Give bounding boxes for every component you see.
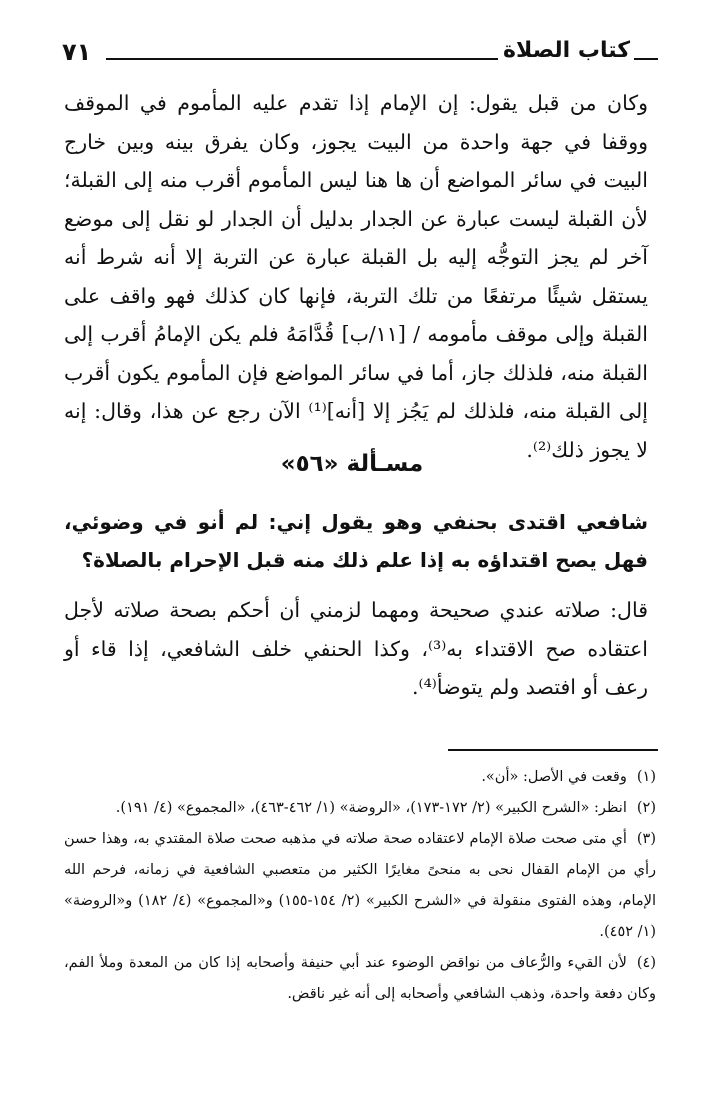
footnote-item bbox=[64, 793, 656, 824]
answer-text: قال: صلاته عندي صحيحة ومهما لزمني أن أحكم بصحة صلاته لأجل اعتقاده صح الاقتداء به⁽³⁾، وكذا الحنفي خلف الشافعي، إذا قاء أو رعف أو افتصد ولم يتوضأ⁽⁴⁾. bbox=[64, 598, 648, 699]
footnotes bbox=[64, 762, 656, 1010]
footnote-number: (٣) bbox=[636, 831, 656, 847]
footnote-text: وقعت في الأصل: «أن». bbox=[481, 769, 627, 785]
footnote-item bbox=[64, 824, 656, 948]
footnote-item bbox=[64, 762, 656, 793]
page-header bbox=[58, 34, 658, 74]
footnote-text: انظر: «الشرح الكبير» (٢/ ١٧٢-١٧٣)، «الروضة» (١/ ٤٦٢-٤٦٣)، «المجموع» (٤/ ١٩١). bbox=[115, 800, 627, 816]
footnote-text: أي متى صحت صلاة الإمام لاعتقاده صحة صلاته في مذهبه صحت صلاة المقتدي به، وهذا حسن رأي من الإمام القفال نحى به منحىً مغايرًا الكثير من متعصبي الشافعية في زمانه، فرحم الله الإمام، وهذه الفتوى منقولة في «الشرح الكبير» (٢/ ١٥٤-١٥٥) و«المجموع» (٤/ ١٨٢) و«الروضة» (١/ ٤٥٢). bbox=[64, 831, 656, 940]
main-text bbox=[64, 84, 648, 469]
footnote-separator bbox=[448, 749, 658, 751]
page-number: ٧١ bbox=[62, 38, 92, 66]
footnote-number: (١) bbox=[636, 769, 656, 785]
paragraph: وكان من قبل يقول: إن الإمام إذا تقدم عليه المأموم في الموقف ووقفا في جهة واحدة من البيت يجوز، وكان يفرق بينه وبين خارج البيت في سائر المواضع أن ها هنا ليس المأموم أقرب منه إلى القبلة؛ لأن القبلة ليست عبارة عن الجدار بدليل أن الجدار لو نقل إلى موضع آخر لم يجز التوجُّه إليه بل القبلة عبارة عن التربة إلا أنه شرط أنه يستقل شيئًا مرتفعًا من تلك التربة، فإنها كان كذلك فهو واقف على القبلة وإلى موقف مأمومه / [١١/ب] قُدَّامَهُ فلم يكن الإمامُ أقرب إلى القبلة منه، فلذلك جاز، أما في سائر المواضع فإن المأموم يكون أقرب إلى القبلة منه، فلذلك لم يَجُز إلا [أنه]⁽¹⁾ الآن رجع عن هذا، وقال: إنه لا يجوز ذلك⁽²⁾. bbox=[64, 91, 648, 462]
footnote-number: (٢) bbox=[636, 800, 656, 816]
answer-block bbox=[64, 591, 648, 707]
question-text: شافعي اقتدى بحنفي وهو يقول إني: لم أنو في وضوئي، فهل يصح اقتداؤه به إذا علم ذلك منه قبل الإحرام بالصلاة؟ bbox=[64, 510, 648, 572]
footnote-text: لأن القيء والرُّعاف من نواقض الوضوء عند أبي حنيفة وأصحابه إذا كان من المعدة وملأ الفم، وكان دفعة واحدة، وذهب الشافعي وأصحابه إلى أنه غير ناقض. bbox=[64, 955, 656, 1002]
header-rule bbox=[106, 58, 498, 60]
header-rule-tail bbox=[634, 58, 658, 60]
section-heading: مسـألة «٥٦» bbox=[280, 451, 424, 477]
footnote-item bbox=[64, 948, 656, 1010]
running-title: كتاب الصلاة bbox=[503, 38, 630, 63]
footnote-number: (٤) bbox=[636, 955, 656, 971]
